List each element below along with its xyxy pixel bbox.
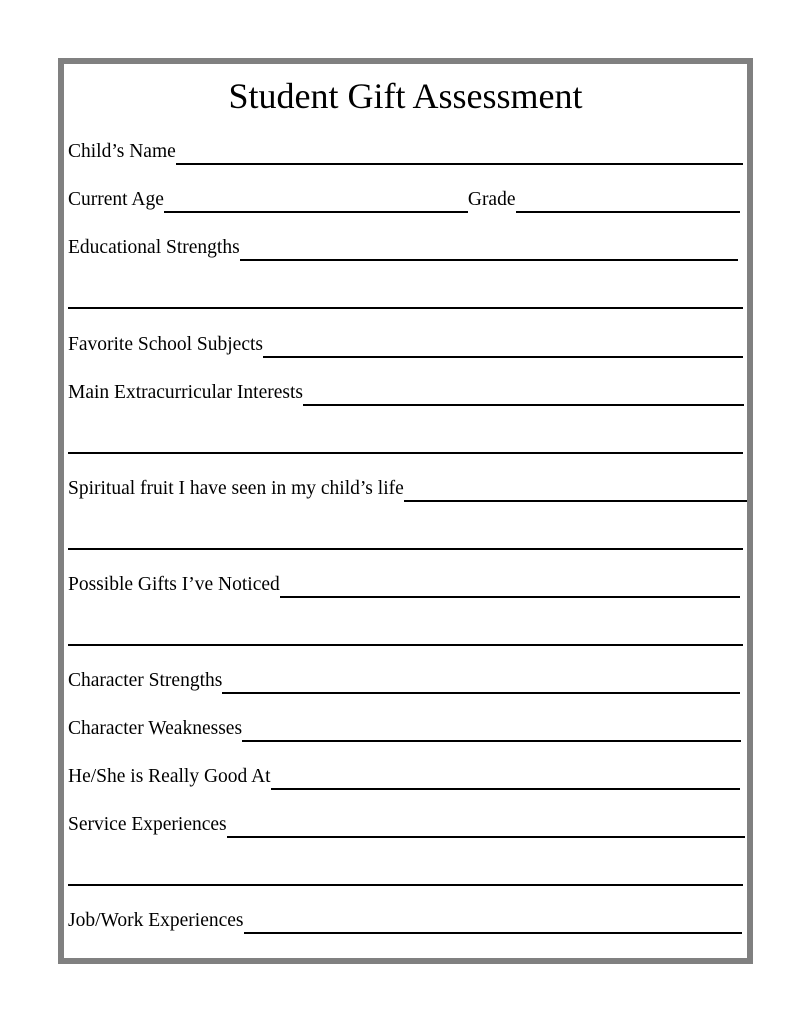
favorite-subjects-input-line[interactable] [263,334,743,358]
field-label: Favorite School Subjects [68,334,263,355]
page-title: Student Gift Assessment [228,76,583,116]
field-label: Educational Strengths [68,237,240,258]
field-label: Current Age [68,189,164,210]
educational-strengths-input-line[interactable] [240,237,738,261]
field-label: Spiritual fruit I have seen in my child’s life [68,478,404,499]
field-extracurricular-continued [68,424,743,454]
field-label: Service Experiences [68,814,227,835]
current-age-input-line[interactable] [164,189,468,213]
field-job-work-experiences [68,904,742,934]
field-spiritual-fruit [68,472,747,502]
field-really-good-at [68,760,740,790]
field-character-weaknesses [68,712,741,742]
extracurricular-input-line[interactable] [303,382,744,406]
field-childs-name [68,135,743,165]
field-favorite-subjects [68,328,743,358]
field-label: Child’s Name [68,141,176,162]
possible-gifts-input-line-2[interactable] [68,622,743,646]
field-character-strengths [68,664,740,694]
field-educational-strengths-continued [68,279,743,309]
service-experiences-input-line-2[interactable] [68,862,743,886]
childs-name-input-line[interactable] [176,141,743,165]
field-age-grade [68,183,740,213]
service-experiences-input-line[interactable] [227,814,745,838]
field-label: He/She is Really Good At [68,766,271,787]
job-work-experiences-input-line[interactable] [244,910,743,934]
field-service-experiences-continued [68,856,743,886]
field-service-experiences [68,808,745,838]
field-spiritual-fruit-continued [68,520,743,550]
field-label: Character Strengths [68,670,223,691]
field-label: Main Extracurricular Interests [68,382,303,403]
really-good-at-input-line[interactable] [271,766,740,790]
field-extracurricular [68,376,744,406]
field-label: Job/Work Experiences [68,910,244,931]
extracurricular-input-line-2[interactable] [68,430,743,454]
field-label: Possible Gifts I’ve Noticed [68,574,280,595]
form-frame [58,58,753,964]
field-label: Grade [467,189,516,210]
field-label: Character Weaknesses [68,718,243,739]
character-weaknesses-input-line[interactable] [242,718,741,742]
educational-strengths-input-line-2[interactable] [68,285,743,309]
field-possible-gifts [68,568,740,598]
character-strengths-input-line[interactable] [222,670,740,694]
spiritual-fruit-input-line-2[interactable] [68,526,743,550]
spiritual-fruit-input-line[interactable] [404,478,747,502]
possible-gifts-input-line[interactable] [280,574,740,598]
grade-input-line[interactable] [516,189,741,213]
field-possible-gifts-continued [68,616,743,646]
field-educational-strengths [68,231,738,261]
